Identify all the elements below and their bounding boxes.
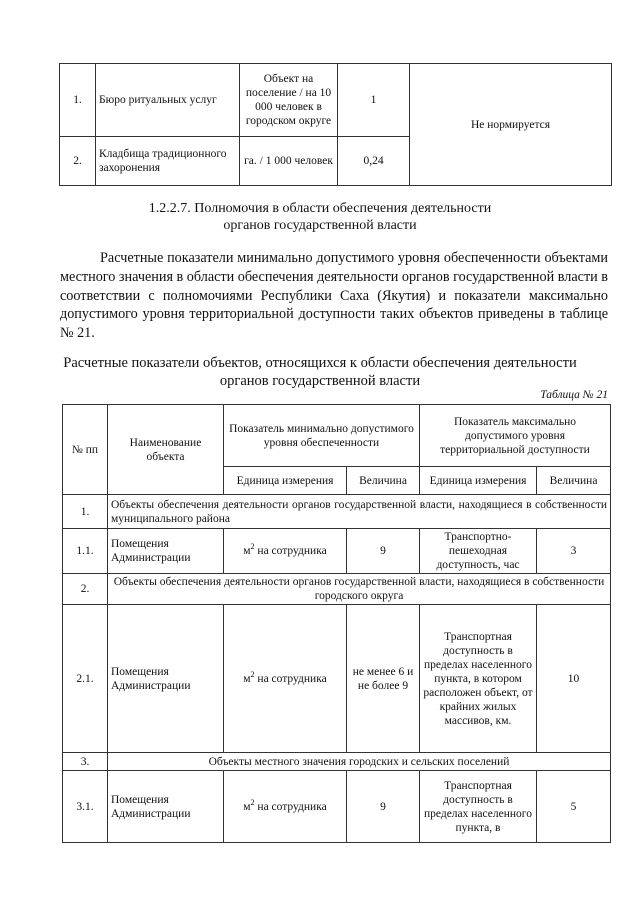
table-20-continuation [59, 63, 612, 186]
table-row [63, 605, 611, 753]
table-row [63, 529, 611, 574]
body-paragraph: Расчетные показатели минимально допустимого уровня обеспеченности объектами местного значения в области обеспечения деятельности органов государственной власти в соответствии с полномочиями Республики Саха (Якутия) и показатели максимально допустимого уровня территориальной доступности таких объектов приведены в таблице № 21. [60, 250, 608, 342]
object-name: Бюро ритуальных услуг [96, 64, 240, 137]
access-value-cell: 3 [537, 529, 611, 574]
header-unit: Единица измерения [420, 467, 537, 495]
access-value-cell: 10 [537, 605, 611, 753]
row-number: 1.1. [63, 529, 108, 574]
header-min-level: Показатель минимально допустимого уровня обеспеченности [224, 405, 420, 467]
header-object-name: Наименование объекта [108, 405, 224, 495]
row-number: 1. [60, 64, 96, 137]
section-title-cell: Объекты обеспечения деятельности органов государственной власти, находящиеся в собственности муниципального района [108, 495, 611, 529]
access-value-cell: 5 [537, 771, 611, 843]
section-number: 1. [63, 495, 108, 529]
object-name: Помещения Администрации [108, 771, 224, 843]
header-max-level: Показатель максимально допустимого уровня территориальной доступности [420, 405, 611, 467]
object-name: Помещения Администрации [108, 605, 224, 753]
table-row [60, 64, 612, 137]
row-number: 2. [60, 137, 96, 186]
access-unit-cell: Транспортная доступность в пределах населенного пункта, в котором расположен объект, от крайних жилых массивов, км. [420, 605, 537, 753]
access-unit-cell: Транспортно-пешеходная доступность, час [420, 529, 537, 574]
table-21-label: Таблица № 21 [540, 389, 608, 401]
header-value: Величина [537, 467, 611, 495]
value-cell: 9 [347, 529, 420, 574]
row-number: 3.1. [63, 771, 108, 843]
header-unit: Единица измерения [224, 467, 347, 495]
unit-cell: $м^2$ на сотрудника [224, 605, 347, 753]
section-number: 3. [63, 753, 108, 771]
header-number: № пп [63, 405, 108, 495]
value-cell: не менее 6 и не более 9 [347, 605, 420, 753]
section-title-cell: Объекты местного значения городских и сельских поселений [108, 753, 611, 771]
unit-cell: $м^2$ на сотрудника [224, 529, 347, 574]
table-section-row [63, 753, 611, 771]
unit-cell: Объект на поселение / на 10 000 человек в городском округе [240, 64, 338, 137]
table-21-caption: Расчетные показатели объектов, относящихся к области обеспечения деятельности органов государственной власти [63, 355, 577, 389]
value-cell: 1 [338, 64, 410, 137]
section-title: 1.2.2.7. Полномочия в области обеспечения деятельности органов государственной власти [148, 201, 492, 233]
value-cell: 0,24 [338, 137, 410, 186]
header-value: Величина [347, 467, 420, 495]
row-number: 2.1. [63, 605, 108, 753]
table-21 [62, 404, 611, 843]
section-title-cell: Объекты обеспечения деятельности органов государственной власти, находящиеся в собственности городского округа [108, 574, 611, 605]
object-name: Помещения Администрации [108, 529, 224, 574]
table-section-row [63, 574, 611, 605]
access-unit-cell: Транспортная доступность в пределах населенного пункта, в [420, 771, 537, 843]
unit-cell: га. / 1 000 человек [240, 137, 338, 186]
table-row [63, 771, 611, 843]
table-header-row [63, 405, 611, 467]
object-name: Кладбища традиционного захоронения [96, 137, 240, 186]
value-cell: 9 [347, 771, 420, 843]
unit-cell: $м^2$ на сотрудника [224, 771, 347, 843]
table-section-row [63, 495, 611, 529]
section-number: 2. [63, 574, 108, 605]
not-regulated-cell: Не нормируется [410, 64, 612, 186]
